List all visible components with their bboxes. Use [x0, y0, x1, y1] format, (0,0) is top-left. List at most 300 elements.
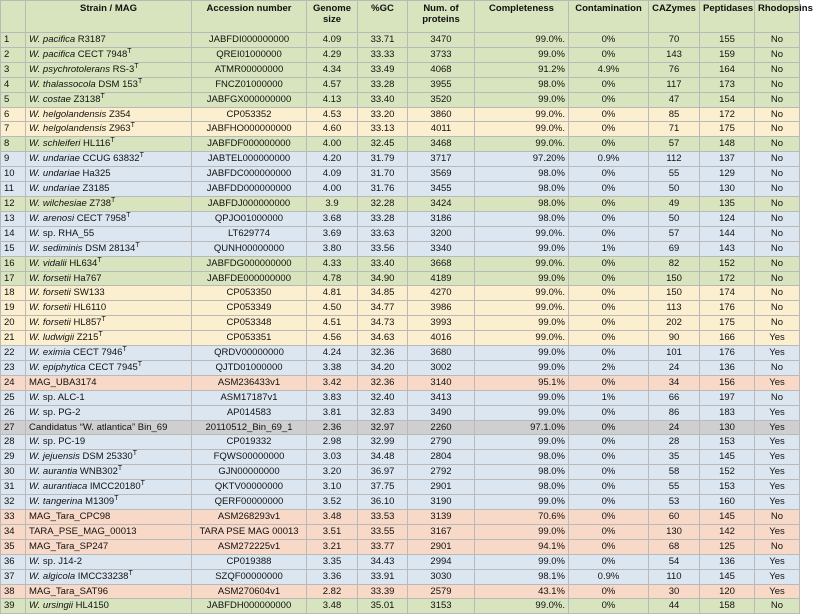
completeness: 94.1%: [475, 539, 569, 554]
completeness: 98.0%: [475, 465, 569, 480]
genus: W.: [29, 48, 41, 60]
genus: W.: [29, 93, 41, 105]
cazymes: 70: [649, 33, 700, 48]
strain-name: [26, 480, 192, 495]
type-strain-mark: T: [117, 465, 123, 473]
column-header: Strain / MAG: [26, 1, 192, 33]
accession-number: JABFDD000000000: [192, 182, 307, 197]
table-row: [1, 450, 800, 465]
genome-size: 4.60: [307, 122, 358, 137]
genus: W.: [29, 287, 41, 299]
rhodopsins: No: [755, 152, 800, 167]
genus: W.: [29, 391, 41, 403]
completeness: 99.0%: [475, 47, 569, 62]
table-row: [1, 465, 800, 480]
cazymes: 30: [649, 584, 700, 599]
num-proteins: 3424: [408, 196, 475, 211]
genome-size: 3.80: [307, 241, 358, 256]
peptidases: 145: [700, 569, 755, 584]
genome-size: 4.78: [307, 271, 358, 286]
rhodopsins: No: [755, 271, 800, 286]
strain-name: [26, 107, 192, 122]
accession-number: QKTV00000000: [192, 480, 307, 495]
strain-name: [26, 226, 192, 241]
table-row: [1, 167, 800, 182]
cazymes: 58: [649, 465, 700, 480]
gc-content: 33.91: [358, 569, 408, 584]
type-strain-mark: T: [140, 480, 145, 488]
num-proteins: 2792: [408, 465, 475, 480]
peptidases: 153: [700, 480, 755, 495]
gc-content: 33.63: [358, 226, 408, 241]
genus: W.: [29, 481, 41, 493]
num-proteins: 3139: [408, 510, 475, 525]
table-row: [1, 316, 800, 331]
row-number: 21: [1, 331, 26, 346]
completeness: 99.0%: [475, 554, 569, 569]
num-proteins: 3860: [408, 107, 475, 122]
num-proteins: 3167: [408, 524, 475, 539]
table-row: [1, 346, 800, 361]
rhodopsins: No: [755, 286, 800, 301]
rhodopsins: Yes: [755, 420, 800, 435]
rhodopsins: No: [755, 92, 800, 107]
genus: W.: [29, 496, 41, 508]
strain-id: CECT 7958: [76, 212, 127, 224]
rhodopsins: Yes: [755, 331, 800, 346]
accession-number: JABFDH000000000: [192, 599, 307, 614]
rhodopsins: No: [755, 539, 800, 554]
genome-size: 3.52: [307, 495, 358, 510]
strain-id: HL634: [69, 257, 98, 269]
num-proteins: 3993: [408, 316, 475, 331]
genome-size: 3.81: [307, 405, 358, 420]
peptidases: 176: [700, 346, 755, 361]
genus: W.: [29, 332, 41, 344]
accession-number: CP053350: [192, 286, 307, 301]
strain-name: [26, 92, 192, 107]
num-proteins: 4270: [408, 286, 475, 301]
contamination: 0%: [569, 465, 649, 480]
contamination: 0%: [569, 405, 649, 420]
genus: W.: [29, 123, 41, 135]
completeness: 99.0%: [475, 360, 569, 375]
type-strain-mark: T: [130, 122, 135, 130]
peptidases: 136: [700, 360, 755, 375]
peptidases: 124: [700, 211, 755, 226]
completeness: 98.0%: [475, 182, 569, 197]
genome-size: 4.56: [307, 331, 358, 346]
contamination: 0%: [569, 584, 649, 599]
cazymes: 86: [649, 405, 700, 420]
strain-name: [26, 346, 192, 361]
row-number: 30: [1, 465, 26, 480]
strain-id: MAG_UBA3174: [29, 376, 97, 388]
genome-size: 4.33: [307, 256, 358, 271]
accession-number: JABFDG000000000: [192, 256, 307, 271]
completeness: 99.0%: [475, 271, 569, 286]
cazymes: 53: [649, 495, 700, 510]
completeness: 99.0%.: [475, 33, 569, 48]
accession-number: QREI01000000: [192, 47, 307, 62]
gc-content: 33.28: [358, 211, 408, 226]
strain-name: [26, 167, 192, 182]
strain-id: HL116: [83, 138, 111, 150]
column-header: Completeness: [475, 1, 569, 33]
species: epiphytica: [42, 361, 86, 373]
peptidases: 176: [700, 301, 755, 316]
genome-size: 4.00: [307, 182, 358, 197]
strain-name: [26, 420, 192, 435]
table-row: [1, 375, 800, 390]
strain-id: sp. PG-2: [42, 406, 81, 418]
contamination: 0%: [569, 47, 649, 62]
contamination: 0%: [569, 539, 649, 554]
accession-number: ATMR00000000: [192, 62, 307, 77]
gc-content: 34.85: [358, 286, 408, 301]
cazymes: 54: [649, 554, 700, 569]
contamination: 0%: [569, 196, 649, 211]
peptidases: 142: [700, 524, 755, 539]
strain-name: [26, 569, 192, 584]
peptidases: 164: [700, 62, 755, 77]
genome-size: 3.83: [307, 390, 358, 405]
strain-id: Ha767: [73, 272, 102, 284]
rhodopsins: No: [755, 599, 800, 614]
genus: W.: [29, 212, 41, 224]
row-number: 33: [1, 510, 26, 525]
completeness: 99.0%.: [475, 286, 569, 301]
header-row: [1, 1, 800, 33]
table-row: [1, 539, 800, 554]
accession-number: GJN00000000: [192, 465, 307, 480]
contamination: 0%: [569, 286, 649, 301]
accession-number: JABFDI000000000: [192, 33, 307, 48]
peptidases: 136: [700, 554, 755, 569]
species: costae: [42, 93, 71, 105]
num-proteins: 3955: [408, 77, 475, 92]
completeness: 99.0%: [475, 346, 569, 361]
strain-name: [26, 256, 192, 271]
strain-id: CECT 7948: [77, 48, 128, 60]
accession-number: CP053349: [192, 301, 307, 316]
peptidases: 159: [700, 47, 755, 62]
gc-content: 34.73: [358, 316, 408, 331]
cazymes: 110: [649, 569, 700, 584]
genus: W.: [29, 451, 41, 463]
cazymes: 34: [649, 375, 700, 390]
genome-size: 4.29: [307, 47, 358, 62]
genome-size: 4.51: [307, 316, 358, 331]
accession-number: JABTEL000000000: [192, 152, 307, 167]
completeness: 99.0%.: [475, 107, 569, 122]
genus: W.: [29, 63, 41, 75]
table-row: [1, 331, 800, 346]
peptidases: 154: [700, 92, 755, 107]
strain-name: [26, 241, 192, 256]
table-row: [1, 480, 800, 495]
row-number: 18: [1, 286, 26, 301]
strain-name: [26, 196, 192, 211]
contamination: 0%: [569, 92, 649, 107]
row-number: 25: [1, 390, 26, 405]
gc-content: 34.90: [358, 271, 408, 286]
peptidases: 174: [700, 286, 755, 301]
species: aurantiaca: [42, 481, 88, 493]
strain-name: [26, 524, 192, 539]
contamination: 0%: [569, 524, 649, 539]
genome-size: 4.50: [307, 301, 358, 316]
strain-name: [26, 182, 192, 197]
cazymes: 150: [649, 286, 700, 301]
accession-number: ASM17187v1: [192, 390, 307, 405]
contamination: 0%: [569, 599, 649, 614]
strain-id: WNB302: [79, 466, 118, 478]
contamination: 0%: [569, 256, 649, 271]
cazymes: 113: [649, 301, 700, 316]
genus: W.: [29, 466, 41, 478]
peptidases: 160: [700, 495, 755, 510]
completeness: 99.0%.: [475, 331, 569, 346]
rhodopsins: No: [755, 256, 800, 271]
strain-name: [26, 271, 192, 286]
type-strain-mark: T: [100, 92, 105, 100]
genus: W.: [29, 153, 41, 165]
cazymes: 202: [649, 316, 700, 331]
num-proteins: 3153: [408, 599, 475, 614]
rhodopsins: No: [755, 510, 800, 525]
strain-id: SW133: [73, 287, 105, 299]
gc-content: 32.36: [358, 375, 408, 390]
accession-number: CP019332: [192, 435, 307, 450]
species: thalassocola: [42, 78, 96, 90]
strain-id: Z354: [108, 108, 131, 120]
row-number: 38: [1, 584, 26, 599]
completeness: 99.0%.: [475, 599, 569, 614]
genus: W.: [29, 257, 41, 269]
cazymes: 60: [649, 510, 700, 525]
peptidases: 152: [700, 256, 755, 271]
peptidases: 158: [700, 599, 755, 614]
cazymes: 101: [649, 346, 700, 361]
accession-number: CP053352: [192, 107, 307, 122]
strain-id: sp. PC-19: [42, 436, 86, 448]
peptidases: 175: [700, 122, 755, 137]
gc-content: 33.55: [358, 524, 408, 539]
table-row: [1, 360, 800, 375]
contamination: 0%: [569, 107, 649, 122]
contamination: 0%: [569, 182, 649, 197]
num-proteins: 3733: [408, 47, 475, 62]
genome-size: 3.51: [307, 524, 358, 539]
table-row: [1, 271, 800, 286]
genus: W.: [29, 183, 41, 195]
table-row: [1, 92, 800, 107]
peptidases: 166: [700, 331, 755, 346]
num-proteins: 3340: [408, 241, 475, 256]
contamination: 0%: [569, 226, 649, 241]
strain-name: [26, 122, 192, 137]
type-strain-mark: T: [98, 331, 103, 339]
genome-size: 4.00: [307, 137, 358, 152]
strain-name: [26, 584, 192, 599]
strain-name: [26, 405, 192, 420]
accession-number: LT629774: [192, 226, 307, 241]
num-proteins: 3455: [408, 182, 475, 197]
strain-name: [26, 375, 192, 390]
genome-size: 3.10: [307, 480, 358, 495]
completeness: 98.0%: [475, 77, 569, 92]
contamination: 0%: [569, 33, 649, 48]
species: ludwigii: [42, 332, 75, 344]
completeness: 95.1%: [475, 375, 569, 390]
species: undariae: [42, 153, 80, 165]
num-proteins: 3717: [408, 152, 475, 167]
species: vidalii: [42, 257, 67, 269]
rhodopsins: No: [755, 33, 800, 48]
cazymes: 50: [649, 211, 700, 226]
table-row: [1, 196, 800, 211]
table-row: [1, 495, 800, 510]
num-proteins: 3030: [408, 569, 475, 584]
num-proteins: 3668: [408, 256, 475, 271]
gc-content: 33.71: [358, 33, 408, 48]
column-header: Num. of proteins: [408, 1, 475, 33]
num-proteins: 3569: [408, 167, 475, 182]
accession-number: JABFDE000000000: [192, 271, 307, 286]
accession-number: JABFHO000000000: [192, 122, 307, 137]
table-row: [1, 33, 800, 48]
genome-size: 3.68: [307, 211, 358, 226]
completeness: 99.0%: [475, 316, 569, 331]
strain-name: [26, 510, 192, 525]
cazymes: 117: [649, 77, 700, 92]
strain-id: TARA_PSE_MAG_00013: [29, 525, 137, 537]
cazymes: 85: [649, 107, 700, 122]
num-proteins: 3490: [408, 405, 475, 420]
cazymes: 49: [649, 196, 700, 211]
species: helgolandensis: [42, 108, 107, 120]
gc-content: 31.79: [358, 152, 408, 167]
strain-id: DSM 28134: [85, 242, 136, 254]
gc-content: 33.33: [358, 47, 408, 62]
type-strain-mark: T: [110, 137, 115, 145]
row-number: 14: [1, 226, 26, 241]
genome-size: 3.9: [307, 196, 358, 211]
completeness: 98.0%: [475, 450, 569, 465]
column-header: Peptidases: [700, 1, 755, 33]
cazymes: 82: [649, 256, 700, 271]
cazymes: 47: [649, 92, 700, 107]
genome-size: 3.03: [307, 450, 358, 465]
table-row: [1, 137, 800, 152]
species: schleiferi: [42, 138, 81, 150]
gc-content: 33.77: [358, 539, 408, 554]
table-row: [1, 256, 800, 271]
genus: W.: [29, 570, 41, 582]
genome-size: 3.69: [307, 226, 358, 241]
strain-name: [26, 495, 192, 510]
contamination: 0%: [569, 420, 649, 435]
peptidases: 152: [700, 465, 755, 480]
num-proteins: 3413: [408, 390, 475, 405]
completeness: 98.0%: [475, 211, 569, 226]
gc-content: 33.53: [358, 510, 408, 525]
cazymes: 69: [649, 241, 700, 256]
num-proteins: 2901: [408, 480, 475, 495]
strain-id: IMCC33238: [77, 570, 129, 582]
strain-name: [26, 390, 192, 405]
rhodopsins: No: [755, 301, 800, 316]
type-strain-mark: T: [114, 495, 119, 503]
cazymes: 130: [649, 524, 700, 539]
species: pacifica: [42, 48, 76, 60]
accession-number: SZQF00000000: [192, 569, 307, 584]
table-row: [1, 390, 800, 405]
peptidases: 173: [700, 77, 755, 92]
genus: W.: [29, 600, 41, 612]
contamination: 1%: [569, 241, 649, 256]
row-number: 29: [1, 450, 26, 465]
contamination: 4.9%: [569, 62, 649, 77]
strain-name: [26, 77, 192, 92]
contamination: 0%: [569, 375, 649, 390]
num-proteins: 3002: [408, 360, 475, 375]
contamination: 0.9%: [569, 152, 649, 167]
gc-content: 32.40: [358, 390, 408, 405]
strain-id: sp. J14-2: [42, 555, 82, 567]
species: tangerina: [42, 496, 83, 508]
num-proteins: 2804: [408, 450, 475, 465]
row-number: 13: [1, 211, 26, 226]
species: sediminis: [42, 242, 83, 254]
column-header: Rhodopsins: [755, 1, 800, 33]
table-row: [1, 122, 800, 137]
cazymes: 90: [649, 331, 700, 346]
rhodopsins: No: [755, 226, 800, 241]
cazymes: 28: [649, 435, 700, 450]
species: algicola: [42, 570, 76, 582]
gc-content: 34.43: [358, 554, 408, 569]
accession-number: FNCZ01000000: [192, 77, 307, 92]
type-strain-mark: T: [139, 152, 144, 160]
strain-name: [26, 47, 192, 62]
rhodopsins: No: [755, 390, 800, 405]
contamination: 0%: [569, 346, 649, 361]
strain-name: [26, 360, 192, 375]
column-header: CAZymes: [649, 1, 700, 33]
table-row: [1, 510, 800, 525]
rhodopsins: Yes: [755, 554, 800, 569]
accession-number: JABFDC000000000: [192, 167, 307, 182]
species: forsetii: [42, 317, 71, 329]
completeness: 98.1%: [475, 569, 569, 584]
completeness: 99.0%.: [475, 301, 569, 316]
num-proteins: 2579: [408, 584, 475, 599]
type-strain-mark: T: [97, 256, 102, 264]
completeness: 99.0%.: [475, 137, 569, 152]
cazymes: 50: [649, 182, 700, 197]
cazymes: 35: [649, 450, 700, 465]
completeness: 97.20%: [475, 152, 569, 167]
accession-number: AP014583: [192, 405, 307, 420]
contamination: 0%: [569, 271, 649, 286]
accession-number: QPJO01000000: [192, 211, 307, 226]
genome-size: 3.38: [307, 360, 358, 375]
type-strain-mark: T: [127, 47, 132, 55]
rhodopsins: Yes: [755, 435, 800, 450]
row-number: 15: [1, 241, 26, 256]
